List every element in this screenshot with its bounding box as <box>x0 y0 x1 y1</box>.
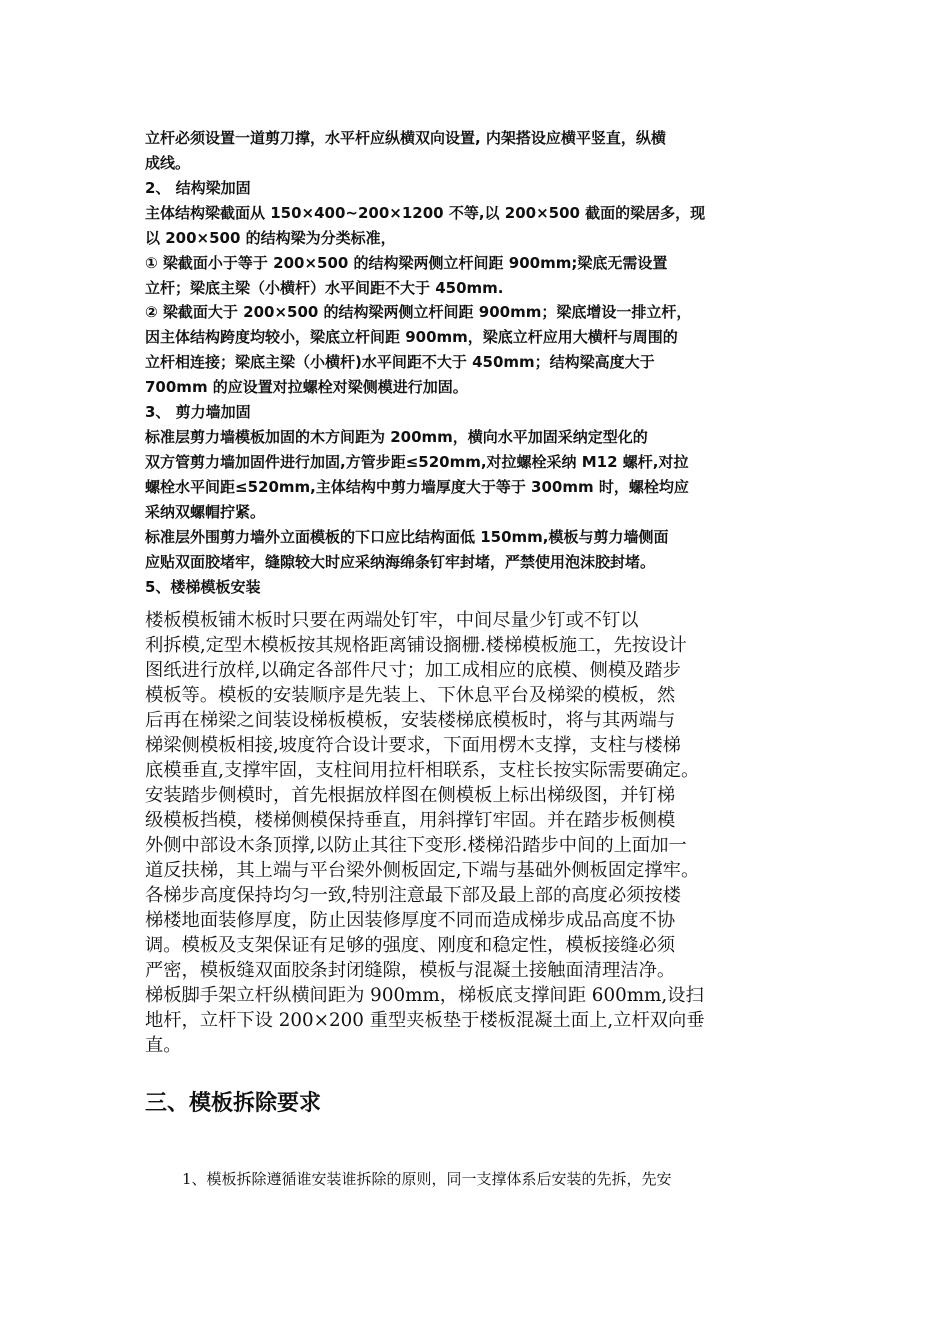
text-line: 级模板挡模，楼梯侧模保持垂直，用斜撑钉牢固。并在踏步板侧模 <box>145 810 676 831</box>
section-heading-2: 2、 结构梁加固 <box>145 179 251 197</box>
section-heading-3: 3、 剪力墙加固 <box>145 403 251 421</box>
text-line: 底模垂直,支撑牢固，支柱间用拉杆相联系，支柱长按实际需要确定。 <box>145 760 700 781</box>
text-line: 标准层剪力墙模板加固的木方间距为 200mm，横向水平加固采纳定型化的 <box>145 428 648 446</box>
text-line: 标准层外围剪力墙外立面模板的下口应比结构面低 150mm,模板与剪力墙侧面 <box>145 528 669 546</box>
text-line: 双方管剪力墙加固件进行加固,方管步距≤520mm,对拉螺栓采纳 M12 螺杆,对拉 <box>145 453 689 471</box>
text-line: 以 200×500 的结构梁为分类标准， <box>145 229 396 247</box>
text-line: 成线。 <box>145 154 191 172</box>
text-line: 调。模板及支架保证有足够的强度、刚度和稳定性，模板接缝必须 <box>145 935 676 956</box>
text-line: ② 梁截面大于 200×500 的结构梁两侧立杆间距 900mm；梁底增设一排立杆， <box>145 303 692 321</box>
text-line: 立杆必须设置一道剪刀撑，水平杆应纵横双向设置, 内架搭设应横平竖直，纵横 <box>145 129 666 147</box>
text-line: 严密，模板缝双面胶条封闭缝隙，模板与混凝土接触面清理洁净。 <box>145 960 676 981</box>
text-line: 地杆，立杆下设 200×200 重型夹板垫于楼板混凝土面上,立杆双向垂 <box>145 1010 705 1031</box>
text-line: 直。 <box>145 1035 182 1056</box>
text-line: 各梯步高度保持均匀一致,特别注意最下部及最上部的高度必须按楼 <box>145 885 681 906</box>
text-line: 道反扶梯，其上端与平台梁外侧板固定,下端与基础外侧板固定撑牢。 <box>145 860 700 881</box>
text-line: 安装踏步侧模时，首先根据放样图在侧模板上标出梯级图，并钉梯 <box>145 785 676 806</box>
text-line: ① 梁截面小于等于 200×500 的结构梁两侧立杆间距 900mm;梁底无需设置 <box>145 254 668 272</box>
text-line: 梯梁侧模板相接,坡度符合设计要求，下面用楞木支撑，支柱与楼梯 <box>145 735 681 756</box>
chapter-heading: 三、模板拆除要求 <box>145 1091 322 1116</box>
text-line: 立杆相连接；梁底主梁（小横杆)水平间距不大于 450mm；结构梁高度大于 <box>145 353 655 371</box>
text-line: 螺栓水平间距≤520mm,主体结构中剪力墙厚度大于等于 300mm 时，螺栓均应 <box>145 478 689 496</box>
text-line: 图纸进行放样,以确定各部件尺寸；加工成相应的底模、侧模及踏步 <box>145 660 681 681</box>
text-line: 梯楼地面装修厚度，防止因装修厚度不同而造成梯步成品高度不协 <box>145 910 676 931</box>
text-line: 利拆模,定型木模板按其规格距离铺设搁栅.楼梯模板施工，先按设计 <box>145 635 687 656</box>
text-line: 后再在梯梁之间装设梯板模板，安装楼梯底模板时，将与其两端与 <box>145 710 676 731</box>
text-line: 主体结构梁截面从 150×400~200×1200 不等,以 200×500 截面的梁居多，现 <box>145 204 706 222</box>
text-line: 梯板脚手架立杆纵横间距为 900mm，梯板底支撑间距 600mm,设扫 <box>145 985 704 1006</box>
text-line: 700mm 的应设置对拉螺栓对梁侧模进行加固。 <box>145 378 468 396</box>
text-line: 应贴双面胶堵牢，缝隙较大时应采纳海绵条钉牢封堵，严禁使用泡沫胶封堵。 <box>145 553 656 571</box>
section-heading-5: 5、楼梯模板安装 <box>145 578 261 596</box>
text-line: 楼板模板铺木板时只要在两端处钉牢，中间尽量少钉或不钉以 <box>145 610 639 631</box>
text-line: 模板等。模板的安装顺序是先装上、下休息平台及梯梁的模板，然 <box>145 685 676 706</box>
text-line: 因主体结构跨度均较小，梁底立杆间距 900mm，梁底立杆应用大横杆与周围的 <box>145 328 678 346</box>
text-line: 采纳双螺帽拧紧。 <box>145 503 266 521</box>
text-line: 外侧中部设木条顶撑,以防止其往下变形.楼梯沿踏步中间的上面加一 <box>145 835 687 856</box>
text-line: 1、模板拆除遵循谁安装谁拆除的原则，同一支撑体系后安装的先拆，先安 <box>182 1170 672 1188</box>
text-line: 立杆；梁底主梁（小横杆）水平间距不大于 450mm. <box>145 279 504 297</box>
